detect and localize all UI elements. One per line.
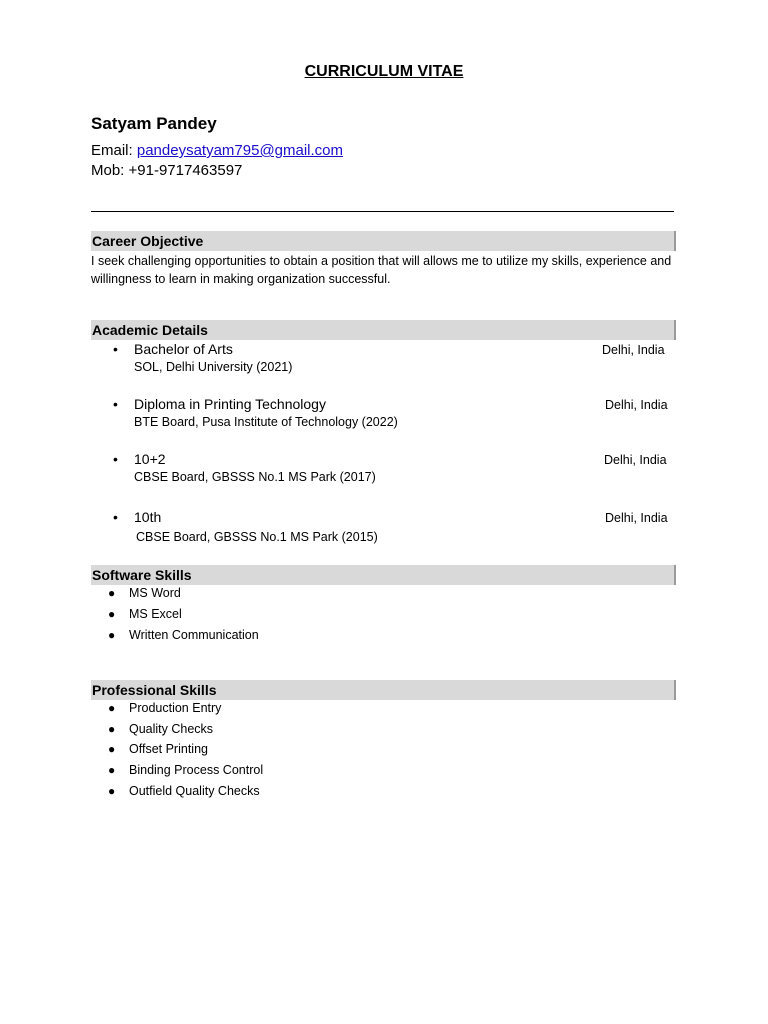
section-software-skills: Software Skills [91,565,676,585]
bullet-icon: • [113,451,118,467]
degree-title: Diploma in Printing Technology [134,396,326,412]
degree-institution: CBSE Board, GBSSS No.1 MS Park (2017) [134,470,376,484]
degree-title: Bachelor of Arts [134,341,233,357]
list-item: ● MS Word [108,586,181,600]
divider-line [91,211,674,212]
email-label: Email: [91,142,133,159]
bullet-icon: ● [108,784,116,798]
bullet-icon: ● [108,742,116,756]
section-professional-skills: Professional Skills [91,680,676,700]
degree-title: 10th [134,509,162,525]
email-link[interactable]: pandeysatyam795@gmail.com [136,142,344,159]
degree-title: 10+2 [134,451,166,467]
bullet-icon: • [113,396,118,412]
list-item: ● Binding Process Control [108,763,264,777]
degree-location: Delhi, India [605,398,668,412]
bullet-icon: ● [108,763,116,777]
bullet-icon: ● [108,628,116,642]
candidate-name: Satyam Pandey [91,114,217,133]
document-title: CURRICULUM VITAE [304,63,464,80]
bullet-icon: ● [108,701,116,715]
degree-location: Delhi, India [602,343,665,357]
degree-location: Delhi, India [605,511,668,525]
mobile-line: Mob: +91-9717463597 [91,162,243,179]
degree-institution: CBSE Board, GBSSS No.1 MS Park (2015) [136,530,378,544]
bullet-icon: ● [108,586,116,600]
degree-institution: BTE Board, Pusa Institute of Technology (2022) [134,415,398,429]
degree-location: Delhi, India [604,453,667,467]
list-item: ● Quality Checks [108,722,214,736]
list-item: ● Outfield Quality Checks [108,784,260,798]
list-item: ● Production Entry [108,701,222,715]
bullet-icon: ● [108,722,116,736]
bullet-icon: ● [108,607,116,621]
email-line [91,142,343,159]
list-item: ● Written Communication [108,628,259,642]
bullet-icon: • [113,341,118,357]
list-item: ● Offset Printing [108,742,208,756]
section-career-objective: Career Objective [91,231,676,251]
career-objective-text: I seek challenging opportunities to obtain a position that will allows me to utilize my skills, experience and willingness to learn in making organization successful. [91,254,672,286]
section-academic-details: Academic Details [91,320,676,340]
bullet-icon: • [113,509,118,525]
degree-institution: SOL, Delhi University (2021) [134,360,293,374]
list-item: ● MS Excel [108,607,182,621]
